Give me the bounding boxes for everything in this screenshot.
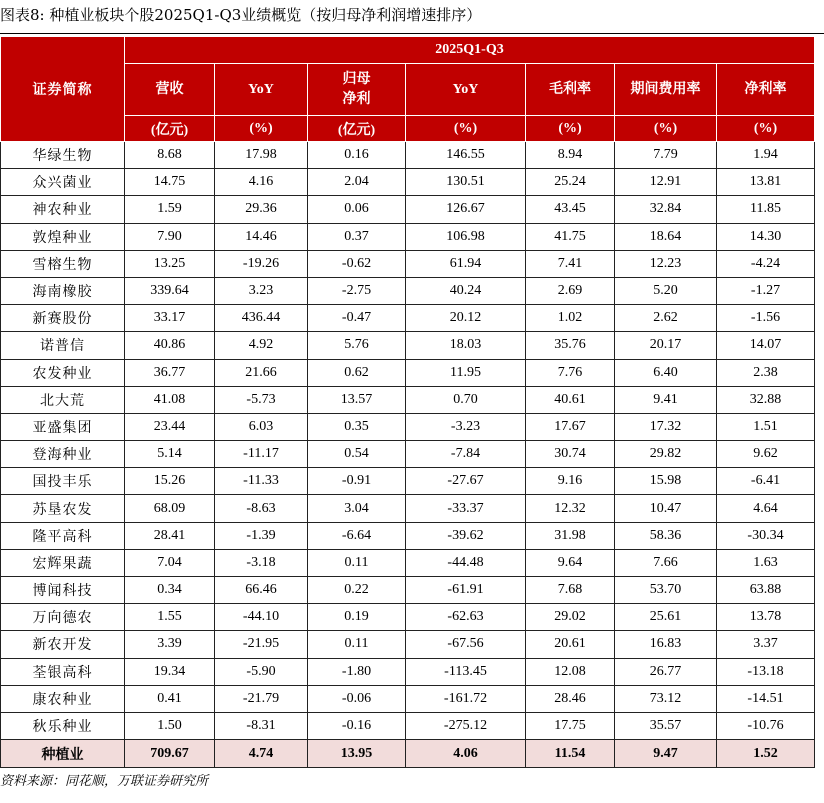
expense-ratio-cell: 15.98 (615, 468, 717, 495)
net-profit-cell: 0.16 (308, 142, 406, 169)
revenue-yoy-cell: 14.46 (215, 223, 308, 250)
net-profit-cell: 0.22 (308, 577, 406, 604)
net-profit-yoy-cell: -161.72 (406, 685, 526, 712)
revenue-yoy-cell: 66.46 (215, 577, 308, 604)
total-revenue-yoy-cell: 4.74 (215, 740, 308, 768)
stock-name-cell: 康农种业 (1, 685, 125, 712)
revenue-cell: 0.41 (125, 685, 215, 712)
stock-name-cell: 苏垦农发 (1, 495, 125, 522)
net-profit-yoy-cell: -7.84 (406, 441, 526, 468)
stock-name-cell: 雪榕生物 (1, 250, 125, 277)
total-expense-ratio-cell: 9.47 (615, 740, 717, 768)
unit-label: (亿元) (308, 116, 406, 142)
net-profit-yoy-cell: -3.23 (406, 413, 526, 440)
revenue-cell: 339.64 (125, 277, 215, 304)
gross-margin-cell: 12.08 (526, 658, 615, 685)
table-row (1, 223, 815, 250)
gross-margin-cell: 8.94 (526, 142, 615, 169)
net-margin-cell: 9.62 (717, 441, 815, 468)
expense-ratio-cell: 9.41 (615, 386, 717, 413)
unit-label: (%) (406, 116, 526, 142)
net-profit-yoy-cell: 20.12 (406, 305, 526, 332)
net-profit-header (308, 64, 406, 116)
gross-margin-cell: 30.74 (526, 441, 615, 468)
expense-ratio-cell: 5.20 (615, 277, 717, 304)
unit-label: (%) (526, 116, 615, 142)
revenue-cell: 41.08 (125, 386, 215, 413)
expense-ratio-cell: 16.83 (615, 631, 717, 658)
stock-name-cell: 新赛股份 (1, 305, 125, 332)
revenue-yoy-cell: 21.66 (215, 359, 308, 386)
revenue-yoy-cell: 3.23 (215, 277, 308, 304)
gross-margin-cell: 20.61 (526, 631, 615, 658)
stock-name-cell: 诺普信 (1, 332, 125, 359)
revenue-cell: 19.34 (125, 658, 215, 685)
table-row (1, 577, 815, 604)
net-margin-cell: 4.64 (717, 495, 815, 522)
total-revenue-cell: 709.67 (125, 740, 215, 768)
table-row (1, 250, 815, 277)
revenue-yoy-cell: -8.31 (215, 712, 308, 739)
net-margin-header (717, 64, 815, 116)
net-profit-yoy-cell: -27.67 (406, 468, 526, 495)
net-profit-yoy-cell: 18.03 (406, 332, 526, 359)
revenue-cell: 1.59 (125, 196, 215, 223)
net-margin-cell: 3.37 (717, 631, 815, 658)
net-margin-cell: 2.38 (717, 359, 815, 386)
net-profit-cell: 0.37 (308, 223, 406, 250)
revenue-cell: 3.39 (125, 631, 215, 658)
revenue-yoy-cell: -1.39 (215, 522, 308, 549)
net-profit-cell: 0.54 (308, 441, 406, 468)
net-margin-cell: 13.78 (717, 604, 815, 631)
net-margin-cell: -13.18 (717, 658, 815, 685)
net-profit-cell: 0.19 (308, 604, 406, 631)
net-margin-cell: -30.34 (717, 522, 815, 549)
header-label-line2: 净利 (342, 91, 371, 107)
stock-name-cell: 荃银高科 (1, 658, 125, 685)
net-margin-cell: -10.76 (717, 712, 815, 739)
gross-margin-cell: 9.16 (526, 468, 615, 495)
stock-name-cell: 亚盛集团 (1, 413, 125, 440)
expense-ratio-cell: 12.23 (615, 250, 717, 277)
net-profit-yoy-cell: 40.24 (406, 277, 526, 304)
total-row (1, 740, 815, 768)
revenue-yoy-cell: -21.79 (215, 685, 308, 712)
revenue-yoy-cell: 4.16 (215, 169, 308, 196)
table-row (1, 631, 815, 658)
net-margin-cell: -4.24 (717, 250, 815, 277)
stock-name-cell: 隆平高科 (1, 522, 125, 549)
net-profit-yoy-cell: -67.56 (406, 631, 526, 658)
revenue-yoy-cell: -19.26 (215, 250, 308, 277)
stock-name-cell: 华绿生物 (1, 142, 125, 169)
net-profit-cell: -2.75 (308, 277, 406, 304)
revenue-cell: 36.77 (125, 359, 215, 386)
net-margin-cell: 11.85 (717, 196, 815, 223)
net-profit-cell: 13.57 (308, 386, 406, 413)
stock-name-cell: 北大荒 (1, 386, 125, 413)
net-margin-cell: 14.30 (717, 223, 815, 250)
stock-name-cell: 万向德农 (1, 604, 125, 631)
table-row (1, 196, 815, 223)
header-label: 归母 (342, 71, 371, 87)
net-profit-cell: -0.16 (308, 712, 406, 739)
net-margin-cell: 32.88 (717, 386, 815, 413)
header-label: YoY (248, 81, 274, 97)
gross-margin-cell: 25.24 (526, 169, 615, 196)
net-profit-cell: -0.47 (308, 305, 406, 332)
revenue-cell: 8.68 (125, 142, 215, 169)
table-row (1, 386, 815, 413)
net-profit-yoy-cell: 11.95 (406, 359, 526, 386)
revenue-yoy-cell: -5.90 (215, 658, 308, 685)
expense-ratio-cell: 6.40 (615, 359, 717, 386)
net-profit-yoy-cell: 106.98 (406, 223, 526, 250)
gross-margin-cell: 7.41 (526, 250, 615, 277)
revenue-cell: 68.09 (125, 495, 215, 522)
gross-margin-cell: 7.68 (526, 577, 615, 604)
table-header (1, 37, 815, 142)
table-row (1, 685, 815, 712)
revenue-cell: 23.44 (125, 413, 215, 440)
stock-name-cell: 秋乐种业 (1, 712, 125, 739)
gross-margin-cell: 1.02 (526, 305, 615, 332)
gross-margin-cell: 31.98 (526, 522, 615, 549)
net-profit-yoy-cell: 126.67 (406, 196, 526, 223)
table-row (1, 549, 815, 576)
net-margin-cell: 1.94 (717, 142, 815, 169)
stock-name-cell: 新农开发 (1, 631, 125, 658)
table-row (1, 658, 815, 685)
net-profit-cell: -6.64 (308, 522, 406, 549)
revenue-yoy-cell: -11.17 (215, 441, 308, 468)
revenue-cell: 40.86 (125, 332, 215, 359)
net-profit-yoy-cell: -113.45 (406, 658, 526, 685)
revenue-cell: 33.17 (125, 305, 215, 332)
revenue-yoy-cell: -8.63 (215, 495, 308, 522)
revenue-cell: 1.55 (125, 604, 215, 631)
net-profit-yoy-cell: 130.51 (406, 169, 526, 196)
table-row (1, 169, 815, 196)
net-margin-cell: 63.88 (717, 577, 815, 604)
expense-ratio-cell: 7.66 (615, 549, 717, 576)
gross-margin-cell: 17.67 (526, 413, 615, 440)
source-note (0, 771, 824, 795)
net-profit-yoy-cell: -44.48 (406, 549, 526, 576)
total-net-profit-yoy-cell: 4.06 (406, 740, 526, 768)
stock-name-cell: 农发种业 (1, 359, 125, 386)
net-profit-yoy-cell: 146.55 (406, 142, 526, 169)
net-profit-cell: 0.35 (308, 413, 406, 440)
net-profit-yoy-cell: 61.94 (406, 250, 526, 277)
expense-ratio-cell: 7.79 (615, 142, 717, 169)
unit-label: (%) (615, 116, 717, 142)
net-profit-yoy-cell: 0.70 (406, 386, 526, 413)
stock-name-cell: 神农种业 (1, 196, 125, 223)
revenue-yoy-header (215, 64, 308, 116)
revenue-yoy-cell: -21.95 (215, 631, 308, 658)
expense-ratio-cell: 20.17 (615, 332, 717, 359)
expense-ratio-cell: 10.47 (615, 495, 717, 522)
expense-ratio-cell: 35.57 (615, 712, 717, 739)
revenue-cell: 5.14 (125, 441, 215, 468)
net-profit-cell: 0.11 (308, 549, 406, 576)
net-margin-cell: -14.51 (717, 685, 815, 712)
figure-title-text: 图表8: 种植业板块个股2025Q1-Q3业绩概览（按归母净利润增速排序） (0, 6, 482, 24)
header-label: 期间费用率 (630, 81, 701, 97)
expense-ratio-cell: 17.32 (615, 413, 717, 440)
table-row (1, 712, 815, 739)
revenue-cell: 7.04 (125, 549, 215, 576)
revenue-cell: 28.41 (125, 522, 215, 549)
total-stock-name-cell: 种植业 (1, 740, 125, 768)
revenue-cell: 14.75 (125, 169, 215, 196)
expense-ratio-cell: 25.61 (615, 604, 717, 631)
source-text: 资料来源：同花顺，万联证券研究所 (0, 774, 209, 789)
net-margin-cell: -1.56 (717, 305, 815, 332)
revenue-cell: 7.90 (125, 223, 215, 250)
unit-label: (%) (215, 116, 308, 142)
expense-ratio-cell: 29.82 (615, 441, 717, 468)
header-label: 净利率 (744, 81, 787, 97)
expense-ratio-cell: 32.84 (615, 196, 717, 223)
unit-label: (%) (717, 116, 815, 142)
net-profit-yoy-cell: -275.12 (406, 712, 526, 739)
table-row (1, 359, 815, 386)
table-row (1, 332, 815, 359)
net-profit-yoy-cell: -61.91 (406, 577, 526, 604)
table-body (1, 142, 815, 768)
unit-label: (亿元) (125, 116, 215, 142)
net-margin-cell: -1.27 (717, 277, 815, 304)
gross-margin-cell: 28.46 (526, 685, 615, 712)
stock-name-cell: 登海种业 (1, 441, 125, 468)
expense-ratio-cell: 53.70 (615, 577, 717, 604)
table-row (1, 413, 815, 440)
net-profit-yoy-cell: -39.62 (406, 522, 526, 549)
header-label: YoY (452, 81, 479, 97)
stock-name-cell: 宏辉果蔬 (1, 549, 125, 576)
net-profit-yoy-cell: -33.37 (406, 495, 526, 522)
revenue-yoy-cell: -44.10 (215, 604, 308, 631)
gross-margin-cell: 41.75 (526, 223, 615, 250)
gross-margin-cell: 43.45 (526, 196, 615, 223)
gross-margin-cell: 7.76 (526, 359, 615, 386)
table-row (1, 495, 815, 522)
revenue-header (125, 64, 215, 116)
table-row (1, 604, 815, 631)
stock-name-cell: 海南橡胶 (1, 277, 125, 304)
gross-margin-cell: 17.75 (526, 712, 615, 739)
net-margin-cell: -6.41 (717, 468, 815, 495)
revenue-yoy-cell: 17.98 (215, 142, 308, 169)
table-row (1, 522, 815, 549)
net-profit-yoy-cell: -62.63 (406, 604, 526, 631)
gross-margin-cell: 9.64 (526, 549, 615, 576)
gross-margin-cell: 35.76 (526, 332, 615, 359)
expense-ratio-cell: 58.36 (615, 522, 717, 549)
net-profit-cell: -1.80 (308, 658, 406, 685)
performance-table (0, 36, 815, 768)
net-profit-cell: 0.11 (308, 631, 406, 658)
period-header: 2025Q1-Q3 (125, 37, 815, 64)
revenue-yoy-cell: 4.92 (215, 332, 308, 359)
net-margin-cell: 1.51 (717, 413, 815, 440)
net-profit-cell: 2.04 (308, 169, 406, 196)
total-net-margin-cell: 1.52 (717, 740, 815, 768)
net-profit-cell: -0.91 (308, 468, 406, 495)
table-row (1, 305, 815, 332)
stock-name-cell: 众兴菌业 (1, 169, 125, 196)
stock-name-cell: 博闻科技 (1, 577, 125, 604)
net-profit-yoy-header (406, 64, 526, 116)
revenue-yoy-cell: 29.36 (215, 196, 308, 223)
net-margin-cell: 13.81 (717, 169, 815, 196)
table-row (1, 277, 815, 304)
header-label: 营收 (155, 81, 184, 97)
gross-margin-cell: 12.32 (526, 495, 615, 522)
revenue-yoy-cell: 6.03 (215, 413, 308, 440)
gross-margin-cell: 2.69 (526, 277, 615, 304)
gross-margin-cell: 29.02 (526, 604, 615, 631)
net-profit-cell: 5.76 (308, 332, 406, 359)
figure-title (0, 0, 824, 34)
header-label: 毛利率 (549, 81, 591, 97)
total-net-profit-cell: 13.95 (308, 740, 406, 768)
revenue-cell: 15.26 (125, 468, 215, 495)
revenue-yoy-cell: -3.18 (215, 549, 308, 576)
table-row (1, 142, 815, 169)
revenue-yoy-cell: -5.73 (215, 386, 308, 413)
stock-name-cell: 敦煌种业 (1, 223, 125, 250)
revenue-cell: 1.50 (125, 712, 215, 739)
net-profit-cell: 0.62 (308, 359, 406, 386)
revenue-cell: 13.25 (125, 250, 215, 277)
net-profit-cell: 3.04 (308, 495, 406, 522)
revenue-yoy-cell: 436.44 (215, 305, 308, 332)
revenue-cell: 0.34 (125, 577, 215, 604)
revenue-yoy-cell: -11.33 (215, 468, 308, 495)
expense-ratio-cell: 12.91 (615, 169, 717, 196)
expense-ratio-cell: 2.62 (615, 305, 717, 332)
net-profit-cell: -0.06 (308, 685, 406, 712)
gross-margin-header (526, 64, 615, 116)
net-margin-cell: 14.07 (717, 332, 815, 359)
net-margin-cell: 1.63 (717, 549, 815, 576)
net-profit-cell: 0.06 (308, 196, 406, 223)
table-row (1, 441, 815, 468)
stock-name-header: 证券简称 (1, 37, 125, 142)
expense-ratio-header (615, 64, 717, 116)
table-row (1, 468, 815, 495)
expense-ratio-cell: 18.64 (615, 223, 717, 250)
stock-name-cell: 国投丰乐 (1, 468, 125, 495)
net-profit-cell: -0.62 (308, 250, 406, 277)
expense-ratio-cell: 26.77 (615, 658, 717, 685)
gross-margin-cell: 40.61 (526, 386, 615, 413)
expense-ratio-cell: 73.12 (615, 685, 717, 712)
total-gross-margin-cell: 11.54 (526, 740, 615, 768)
